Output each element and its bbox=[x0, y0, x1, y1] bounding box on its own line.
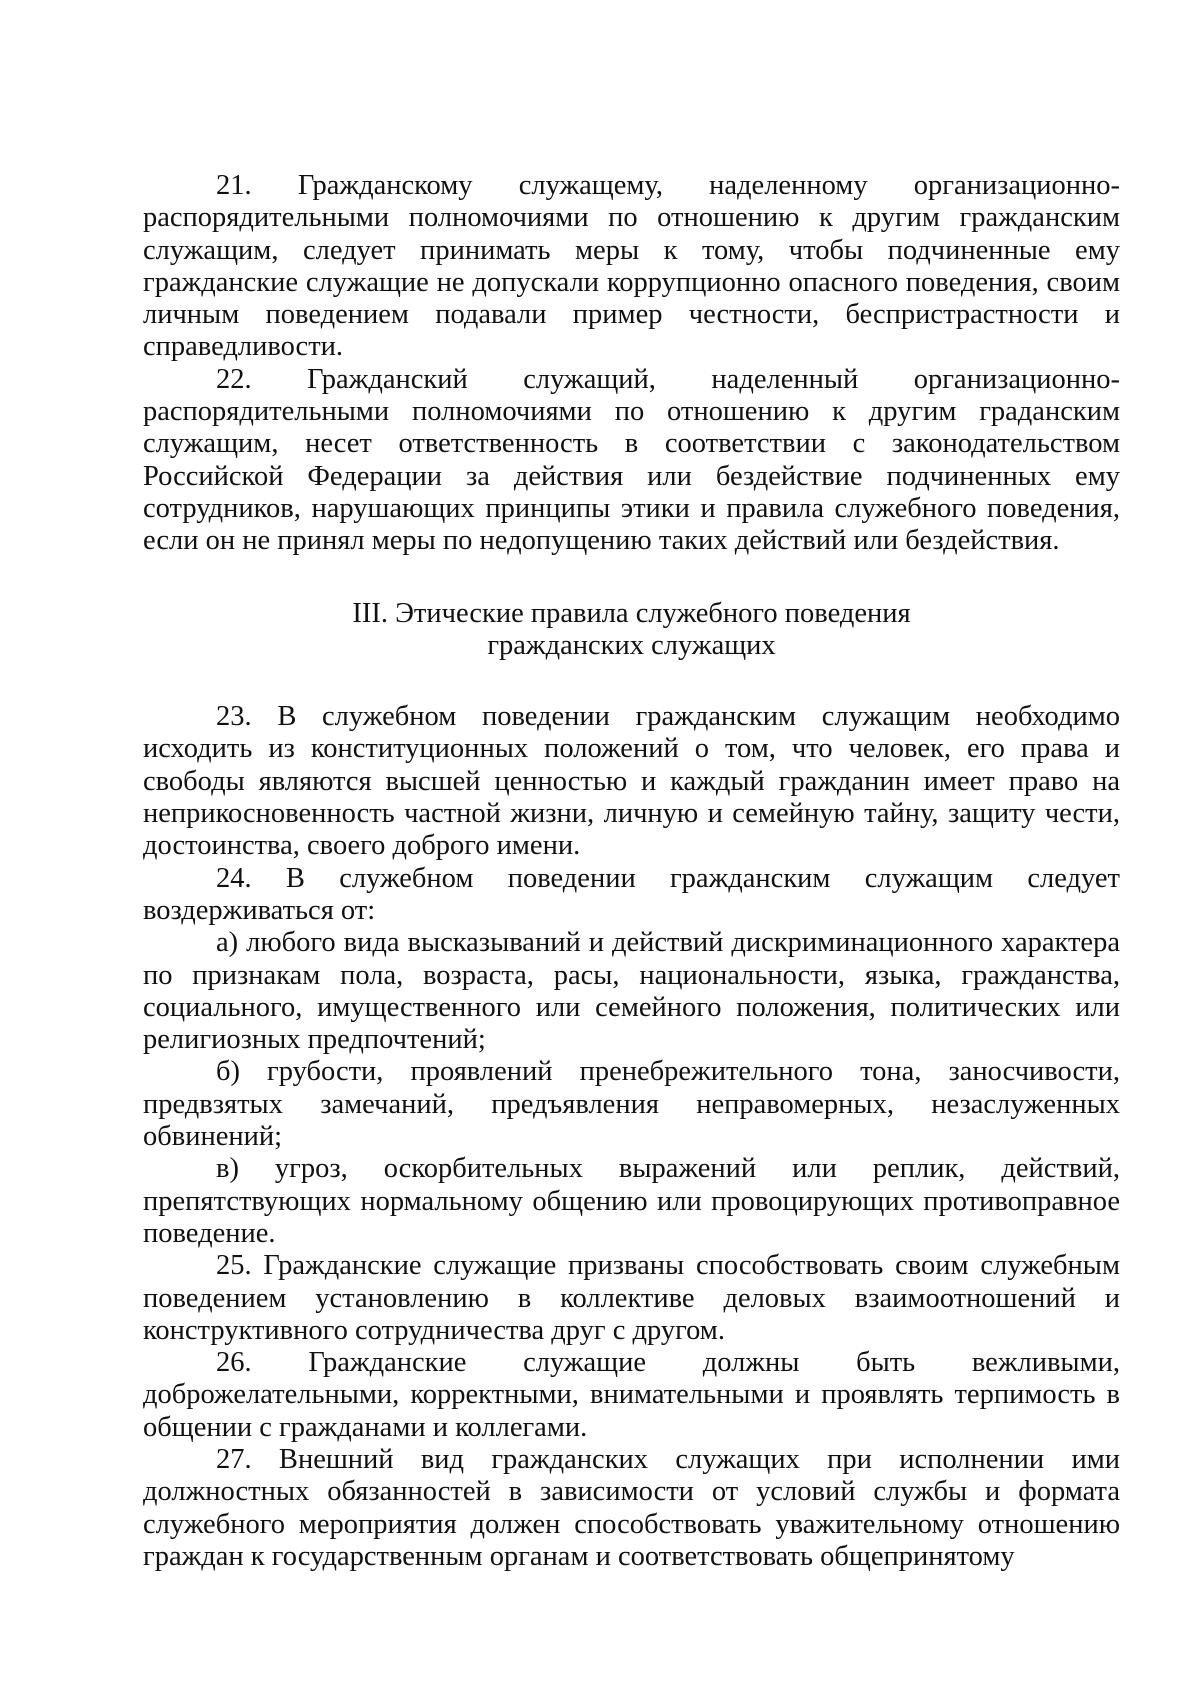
paragraph-25: 25. Гражданские служащие призваны способствовать своим служебным поведением установлению в коллективе деловых взаимоотношений и конструктивного сотрудничества друг с другом. bbox=[143, 1250, 1120, 1346]
section-heading-line-2: гражданских служащих bbox=[487, 629, 776, 661]
paragraph-24: 24. В служебном поведении гражданским служащим следует воздерживаться от: bbox=[143, 862, 1120, 926]
paragraph-21: 21. Гражданскому служащему, наделенному организационно-распорядительными полномочиями по отношению к другим гражданским служащим, следует принимать меры к тому, чтобы подчиненные ему гражданские служащие не допускали коррупционно опасного поведения, своим личным поведением подавали пример честности, беспристрастности и справедливости. bbox=[143, 170, 1120, 363]
paragraph-24-b: б) грубости, проявлений пренебрежительного тона, заносчивости, предвзятых замечаний, предъявления неправомерных, незаслуженных обвинений; bbox=[143, 1056, 1120, 1153]
paragraph-23: 23. В служебном поведении гражданским служащим необходимо исходить из конституционных положений о том, что человек, его права и свободы являются высшей ценностью и каждый гражданин имеет право на неприкосновенность частной жизни, личную и семейную тайну, защиту чести, достоинства, своего доброго имени. bbox=[143, 701, 1120, 862]
paragraph-27: 27. Внешний вид гражданских служащих при исполнении ими должностных обязанностей в зависимости от условий службы и формата служебного мероприятия должен способствовать уважительному отношению граждан к государственным органам и соответствовать общепринятому bbox=[143, 1443, 1120, 1572]
section-heading bbox=[143, 598, 1120, 663]
paragraph-24-v: в) угроз, оскорбительных выражений или реплик, действий, препятствующих нормальному общению или провоцирующих противоправное поведение. bbox=[143, 1153, 1120, 1249]
paragraph-24-a: а) любого вида высказываний и действий дискриминационного характера по признакам пола, возраста, расы, национальности, языка, гражданства, социального, имущественного или семейного положения, политических или религиозных предпочтений; bbox=[143, 927, 1120, 1056]
paragraph-22: 22. Гражданский служащий, наделенный организационно-распорядительными полномочиями по отношению к другим граданским служащим, несет ответственность в соответствии с законодательством Российской Федерации за действия или бездействие подчиненных ему сотрудников, нарушающих принципы этики и правила служебного поведения, если он не принял меры по недопущению таких действий или бездействия. bbox=[143, 363, 1120, 557]
paragraph-26: 26. Гражданские служащие должны быть вежливыми, доброжелательными, корректными, внимательными и проявлять терпимость в общении с гражданами и коллегами. bbox=[143, 1347, 1120, 1443]
document-page bbox=[143, 170, 1120, 1573]
section-heading-line-1: III. Этические правила служебного поведения bbox=[352, 597, 911, 629]
